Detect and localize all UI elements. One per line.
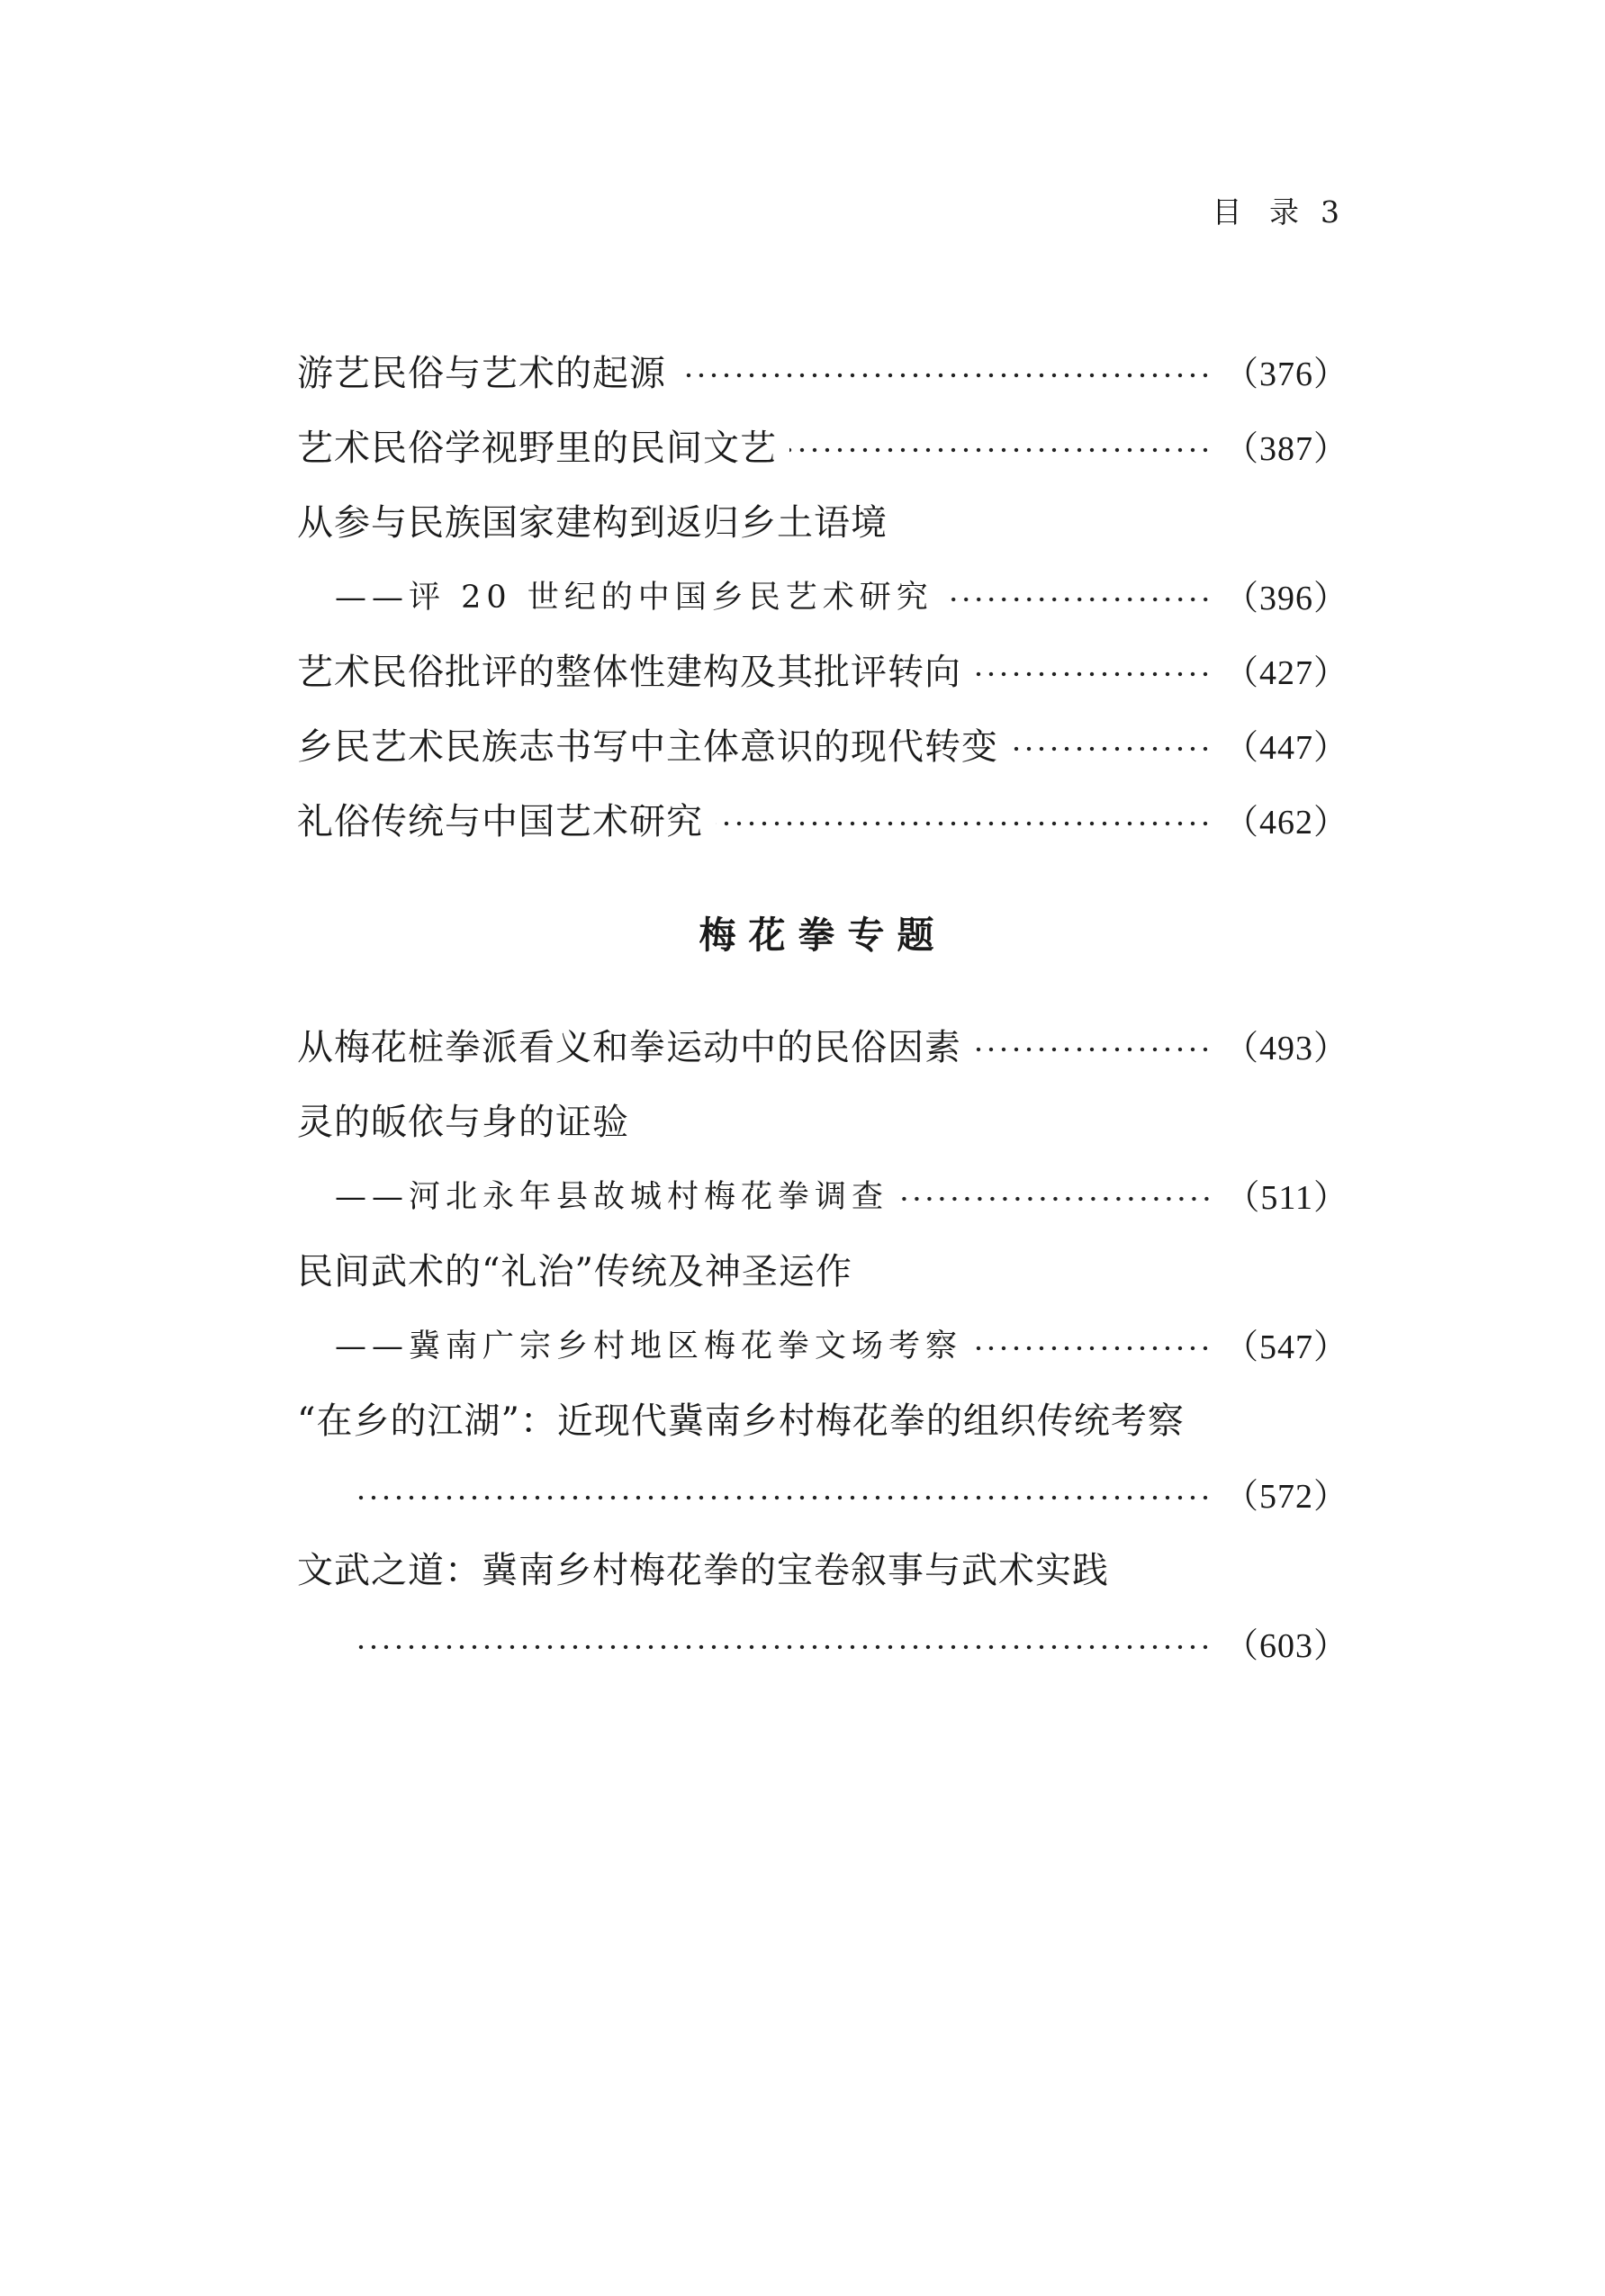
toc-entry-page: （447） [1223,729,1348,767]
toc-entry[interactable] [297,408,1348,482]
toc-entry-page: （427） [1223,654,1348,692]
toc-entry-title: 从参与民族国家建构到返归乡土语境 [297,502,888,544]
toc-entry-title-line[interactable] [297,1381,1348,1455]
dot-leader [901,1194,1213,1203]
toc-entry-page: （511） [1225,1179,1348,1217]
toc-entry[interactable] [297,333,1348,408]
toc-entry-title: 民间武术的“礼治”传统及神圣运作 [297,1251,852,1292]
dot-leader [789,446,1212,455]
toc-entry-title: “在乡的江湖”：近现代冀南乡村梅花拳的组织传统考察 [297,1400,1185,1442]
toc-entry-page-line[interactable] [297,1455,1348,1530]
toc-entry-title: 艺术民俗批评的整体性建构及其批评转向 [297,652,961,693]
toc-entry[interactable] [297,632,1348,707]
toc-entry-page: （462） [1223,804,1348,842]
toc-entry[interactable] [297,781,1348,856]
toc-entry-subtitle-line[interactable] [297,1157,1348,1231]
table-of-contents [297,333,1348,1679]
toc-entry[interactable] [297,707,1348,781]
toc-entry-page-line[interactable] [297,1605,1348,1679]
toc-entry-page: （603） [1223,1627,1348,1665]
running-head-label: 目 录 [1212,194,1308,230]
toc-entry-title-line[interactable] [297,1231,1348,1306]
dot-leader [975,1344,1212,1353]
toc-entry-title: 文武之道：冀南乡村梅花拳的宝卷叙事与武术实践 [297,1550,1109,1591]
section-heading: 梅花拳专题 [699,913,947,957]
toc-entry-title: 灵的皈依与身的证验 [297,1102,629,1143]
toc-entry-title: 乡民艺术民族志书写中主体意识的现代转变 [297,726,998,768]
toc-entry-title: 礼俗传统与中国艺术研究 [297,801,703,842]
toc-entry-title-line[interactable] [297,482,1348,557]
toc-entry-page: （572） [1223,1478,1348,1516]
toc-entry[interactable] [297,1007,1348,1082]
toc-entry-page: （396） [1223,580,1348,617]
toc-entry-page: （493） [1223,1030,1348,1067]
dot-leader [946,595,1212,604]
toc-entry-page: （387） [1223,430,1348,468]
toc-entry-subtitle-line[interactable] [297,557,1348,632]
toc-entry-title-line[interactable] [297,1530,1348,1605]
dot-leader [974,670,1212,679]
dot-leader [1011,744,1212,753]
toc-entry-title: 从梅花桩拳派看义和拳运动中的民俗因素 [297,1027,961,1068]
toc-entry-subtitle: ——冀南广宗乡村地区梅花拳文场考察 [335,1328,963,1364]
toc-entry-subtitle: ——河北永年县故城村梅花拳调查 [335,1178,889,1215]
toc-entry-title: 游艺民俗与艺术的起源 [297,353,666,394]
toc-entry-subtitle-line[interactable] [297,1306,1348,1381]
dot-leader [355,1493,1212,1502]
dot-leader [679,371,1212,380]
toc-entry-title: 艺术民俗学视野里的民间文艺 [297,428,777,469]
page-number: 3 [1321,194,1339,230]
dot-leader [974,1045,1212,1054]
toc-entry-subtitle: ——评 20 世纪的中国乡民艺术研究 [335,579,933,616]
toc-entry-title-line[interactable] [297,1082,1348,1157]
dot-leader [716,819,1212,828]
running-head [1213,189,1340,231]
dot-leader [355,1643,1212,1652]
toc-entry-page: （376） [1223,356,1348,393]
toc-entry-page: （547） [1223,1328,1348,1366]
